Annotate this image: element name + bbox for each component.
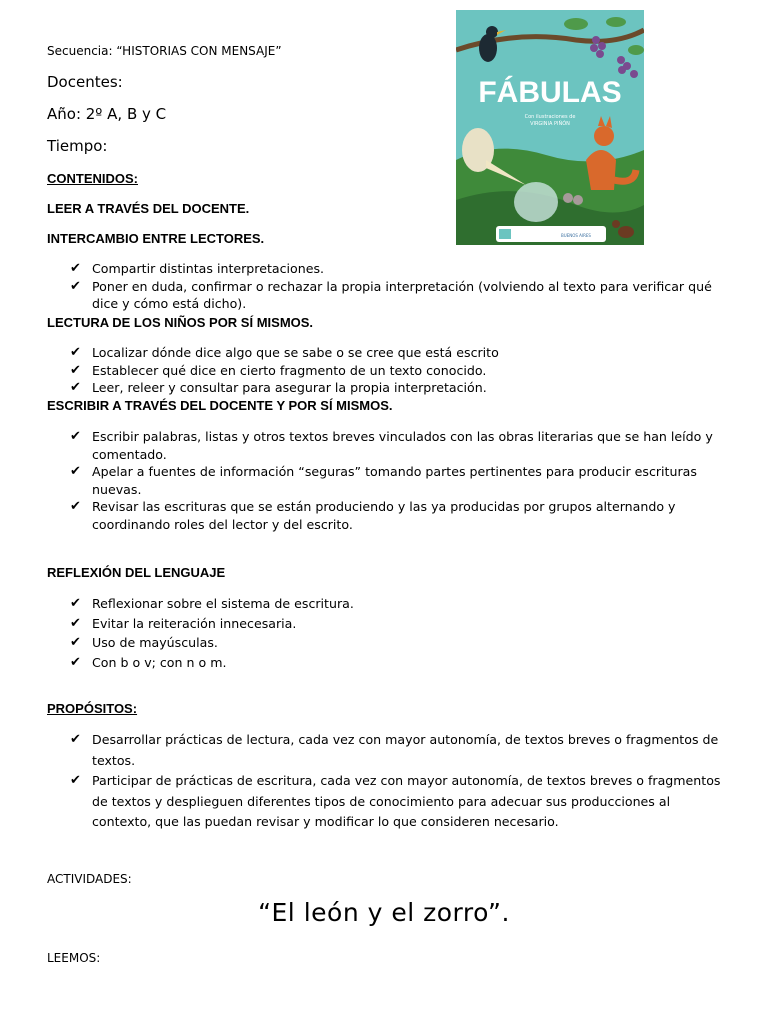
lectura-ninos-list: [70, 344, 730, 397]
leer-docente-heading: LEER A TRAVÉS DEL DOCENTE.: [47, 201, 250, 216]
book-cover-illustration: [456, 10, 644, 245]
list-item: ✔ Localizar dónde dice algo que se sabe o se cree que está escrito: [70, 345, 499, 360]
propositos-heading: PROPÓSITOS:: [47, 701, 138, 716]
contenidos-heading: CONTENIDOS:: [47, 171, 138, 186]
intercambio-list: [70, 260, 730, 313]
propositos-list: [70, 730, 730, 833]
check-icon: ✔: [70, 654, 81, 670]
list-item: ✔ Apelar a fuentes de información “seguras” tomando partes pertinentes para producir escrituras nuevas.: [70, 464, 697, 497]
reflexion-list: [70, 594, 730, 672]
cover-title: FÁBULAS: [478, 76, 622, 109]
cover-footer-text: BUENOS AIRES: [561, 233, 591, 238]
list-item: ✔ Establecer qué dice en cierto fragmento de un texto conocido.: [70, 362, 487, 378]
check-icon: ✔: [70, 596, 81, 611]
check-icon: ✔: [70, 615, 81, 631]
escribir-heading: ESCRIBIR A TRAVÉS DEL DOCENTE Y POR SÍ MISMOS.: [47, 398, 393, 413]
list-item: ✔ Uso de mayúsculas.: [70, 633, 730, 653]
check-icon: ✔: [70, 278, 81, 294]
actividades-label: ACTIVIDADES:: [47, 872, 132, 886]
check-icon: ✔: [70, 429, 81, 444]
list-item: ✔ Con b o v; con n o m.: [70, 653, 730, 673]
lectura-ninos-heading: LECTURA DE LOS NIÑOS POR SÍ MISMOS.: [47, 315, 314, 330]
list-item: ✔ Compartir distintas interpretaciones.: [70, 261, 325, 276]
list-item: ✔ Participar de prácticas de escritura, cada vez con mayor autonomía, de textos breves o fragmentos de textos y desplieguen diferentes tipos de conocimiento para adecuar sus producciones al contexto, que las puedan revisar y modificar lo que consideren necesario.: [70, 773, 721, 829]
list-item: ✔ Revisar las escrituras que se están produciendo y las ya producidas por grupos alternando y coordinando roles del lector y del escrito.: [70, 499, 676, 532]
story-title: “El león y el zorro”.: [258, 898, 510, 927]
cover-subtitle-1: Con ilustraciones de: [524, 114, 576, 120]
check-icon: ✔: [70, 499, 81, 514]
check-icon: ✔: [70, 362, 81, 378]
list-item: ✔ Poner en duda, confirmar o rechazar la propia interpretación (volviendo al texto para verificar qué dice y cómo está dicho).: [70, 278, 712, 311]
escribir-list: [70, 428, 730, 533]
check-icon: ✔: [70, 464, 81, 479]
docentes-label: Docentes:: [47, 73, 123, 91]
check-icon: ✔: [70, 732, 81, 747]
list-item: ✔ Leer, releer y consultar para asegurar la propia interpretación.: [70, 380, 487, 395]
anio-label: Año: 2º A, B y C: [47, 105, 167, 123]
book-cover-image: [456, 10, 644, 245]
list-item: ✔ Evitar la reiteración innecesaria.: [70, 614, 730, 634]
check-icon: ✔: [70, 380, 81, 395]
intercambio-heading: INTERCAMBIO ENTRE LECTORES.: [47, 231, 265, 246]
check-icon: ✔: [70, 261, 81, 276]
tiempo-label: Tiempo:: [47, 137, 108, 155]
check-icon: ✔: [70, 773, 81, 788]
list-item: ✔ Escribir palabras, listas y otros textos breves vinculados con las obras literarias que se han leído y comentado.: [70, 429, 713, 462]
check-icon: ✔: [70, 635, 81, 650]
leemos-label: LEEMOS:: [47, 951, 101, 965]
list-item: ✔ Desarrollar prácticas de lectura, cada vez con mayor autonomía, de textos breves o fragmentos de textos.: [70, 732, 719, 768]
cover-subtitle-2: VIRGINIA PIÑÓN: [530, 121, 570, 127]
list-item: ✔ Reflexionar sobre el sistema de escritura.: [70, 594, 730, 614]
sequence-title: Secuencia: “HISTORIAS CON MENSAJE”: [47, 44, 282, 58]
reflexion-heading: REFLEXIÓN DEL LENGUAJE: [47, 565, 226, 580]
check-icon: ✔: [70, 345, 81, 360]
